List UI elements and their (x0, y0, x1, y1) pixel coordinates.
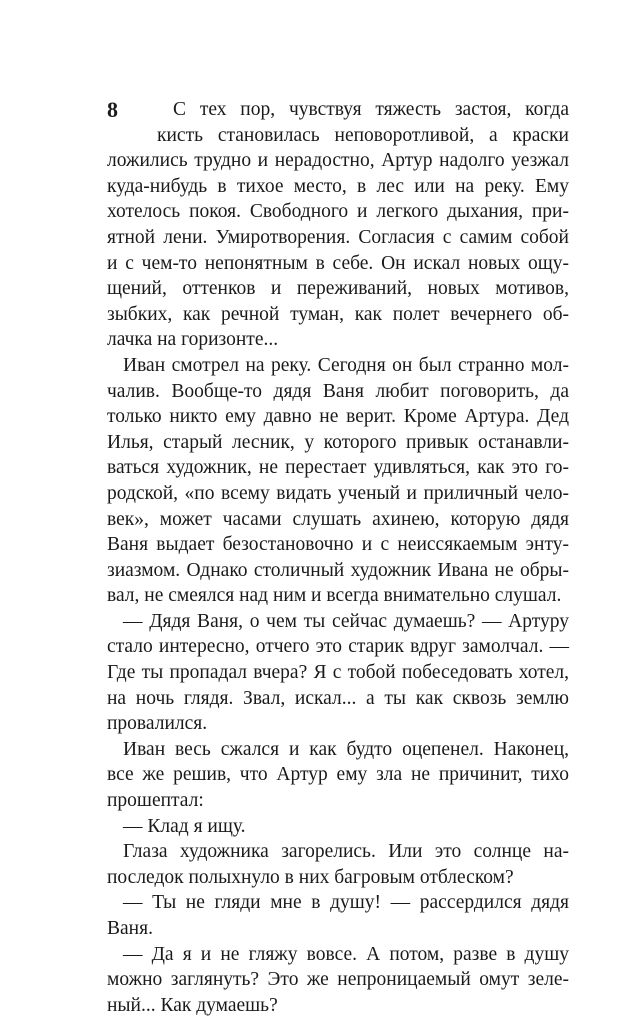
text-line: зиазмом. Однако столичный художник Ивана не обры- (107, 559, 569, 581)
text-line: ложились трудно и нерадостно, Артур надолго уезжал (107, 150, 569, 172)
text-line: век», может часами слушать ахинею, которую дядя (107, 508, 569, 530)
text-line: — Клад я ищу. (123, 815, 246, 837)
text-line: щений, оттенков и переживаний, новых мотивов, (107, 278, 569, 300)
text-line: прошептал: (107, 790, 204, 812)
text-line: С тех пор, чувствуя тяжесть застоя, когда (173, 99, 569, 120)
text-line: Глаза художника загорелись. Или это солнце на- (123, 841, 569, 863)
text-line: Иван весь сжался и как будто оцепенел. Наконец, (123, 738, 569, 760)
text-line: лачка на горизонте... (107, 329, 279, 351)
page-number: 8 (107, 97, 118, 122)
text-line: все же решив, что Артур ему зла не причинит, тихо (107, 764, 569, 786)
text-line: и с чем-то непонятным в себе. Он искал новых ощу- (107, 252, 569, 274)
text-line: зыбких, как речной туман, как полет вечернего об- (107, 303, 569, 325)
text-line: ваться художник, не перестает удивляться, как это го- (107, 457, 569, 479)
text-line: только никто ему давно не верит. Кроме Артура. Дед (107, 406, 569, 428)
text-line: — Да я и не гляжу вовсе. А потом, разве в душу (123, 943, 569, 965)
text-line: Где ты пропадал вчера? Я с тобой побеседовать хотел, (107, 662, 569, 684)
text-line: стало интересно, отчего это старик вдруг замолчал. — (107, 636, 569, 658)
text-line: — Ты не гляди мне в душу! — рассердился дядя (123, 892, 569, 914)
text-line: — Дядя Ваня, о чем ты сейчас думаешь? — Артуру (123, 610, 569, 632)
text-line: провалился. (107, 713, 208, 735)
text-line: родской, «по всему видать ученый и приличный чело- (107, 482, 569, 504)
text-line: куда-нибудь в тихое место, в лес или на реку. Ему (107, 175, 569, 197)
text-line: Ваня. (107, 918, 153, 939)
text-line: последок полыхнуло в них багровым отблеском? (107, 866, 514, 888)
body-text (107, 97, 569, 1018)
text-line: кисть становилась неповоротливой, а краски (157, 124, 569, 146)
text-line: ный... Как думаешь? (107, 994, 278, 1016)
text-line: хотелось покоя. Свободного и легкого дыхания, при- (107, 201, 569, 223)
text-line: Иван смотрел на реку. Сегодня он был странно мол- (123, 354, 569, 376)
text-line: на ночь глядя. Звал, искал... а ты как сквозь землю (107, 687, 569, 709)
text-line: вал, не смеялся над ним и всегда внимательно слушал. (107, 585, 562, 607)
text-line: можно заглянуть? Это же непроницаемый омут зеле- (107, 969, 569, 991)
text-line: чалив. Вообще-то дядя Ваня любит поговорить, да (107, 380, 569, 402)
text-line: ятной лени. Умиротворения. Согласия с самим собой (107, 226, 569, 248)
text-line: Ваня выдает безостановочно и с неиссякаемым энту- (107, 534, 569, 556)
text-line: Илья, старый лесник, у которого привык останавли- (107, 431, 569, 453)
